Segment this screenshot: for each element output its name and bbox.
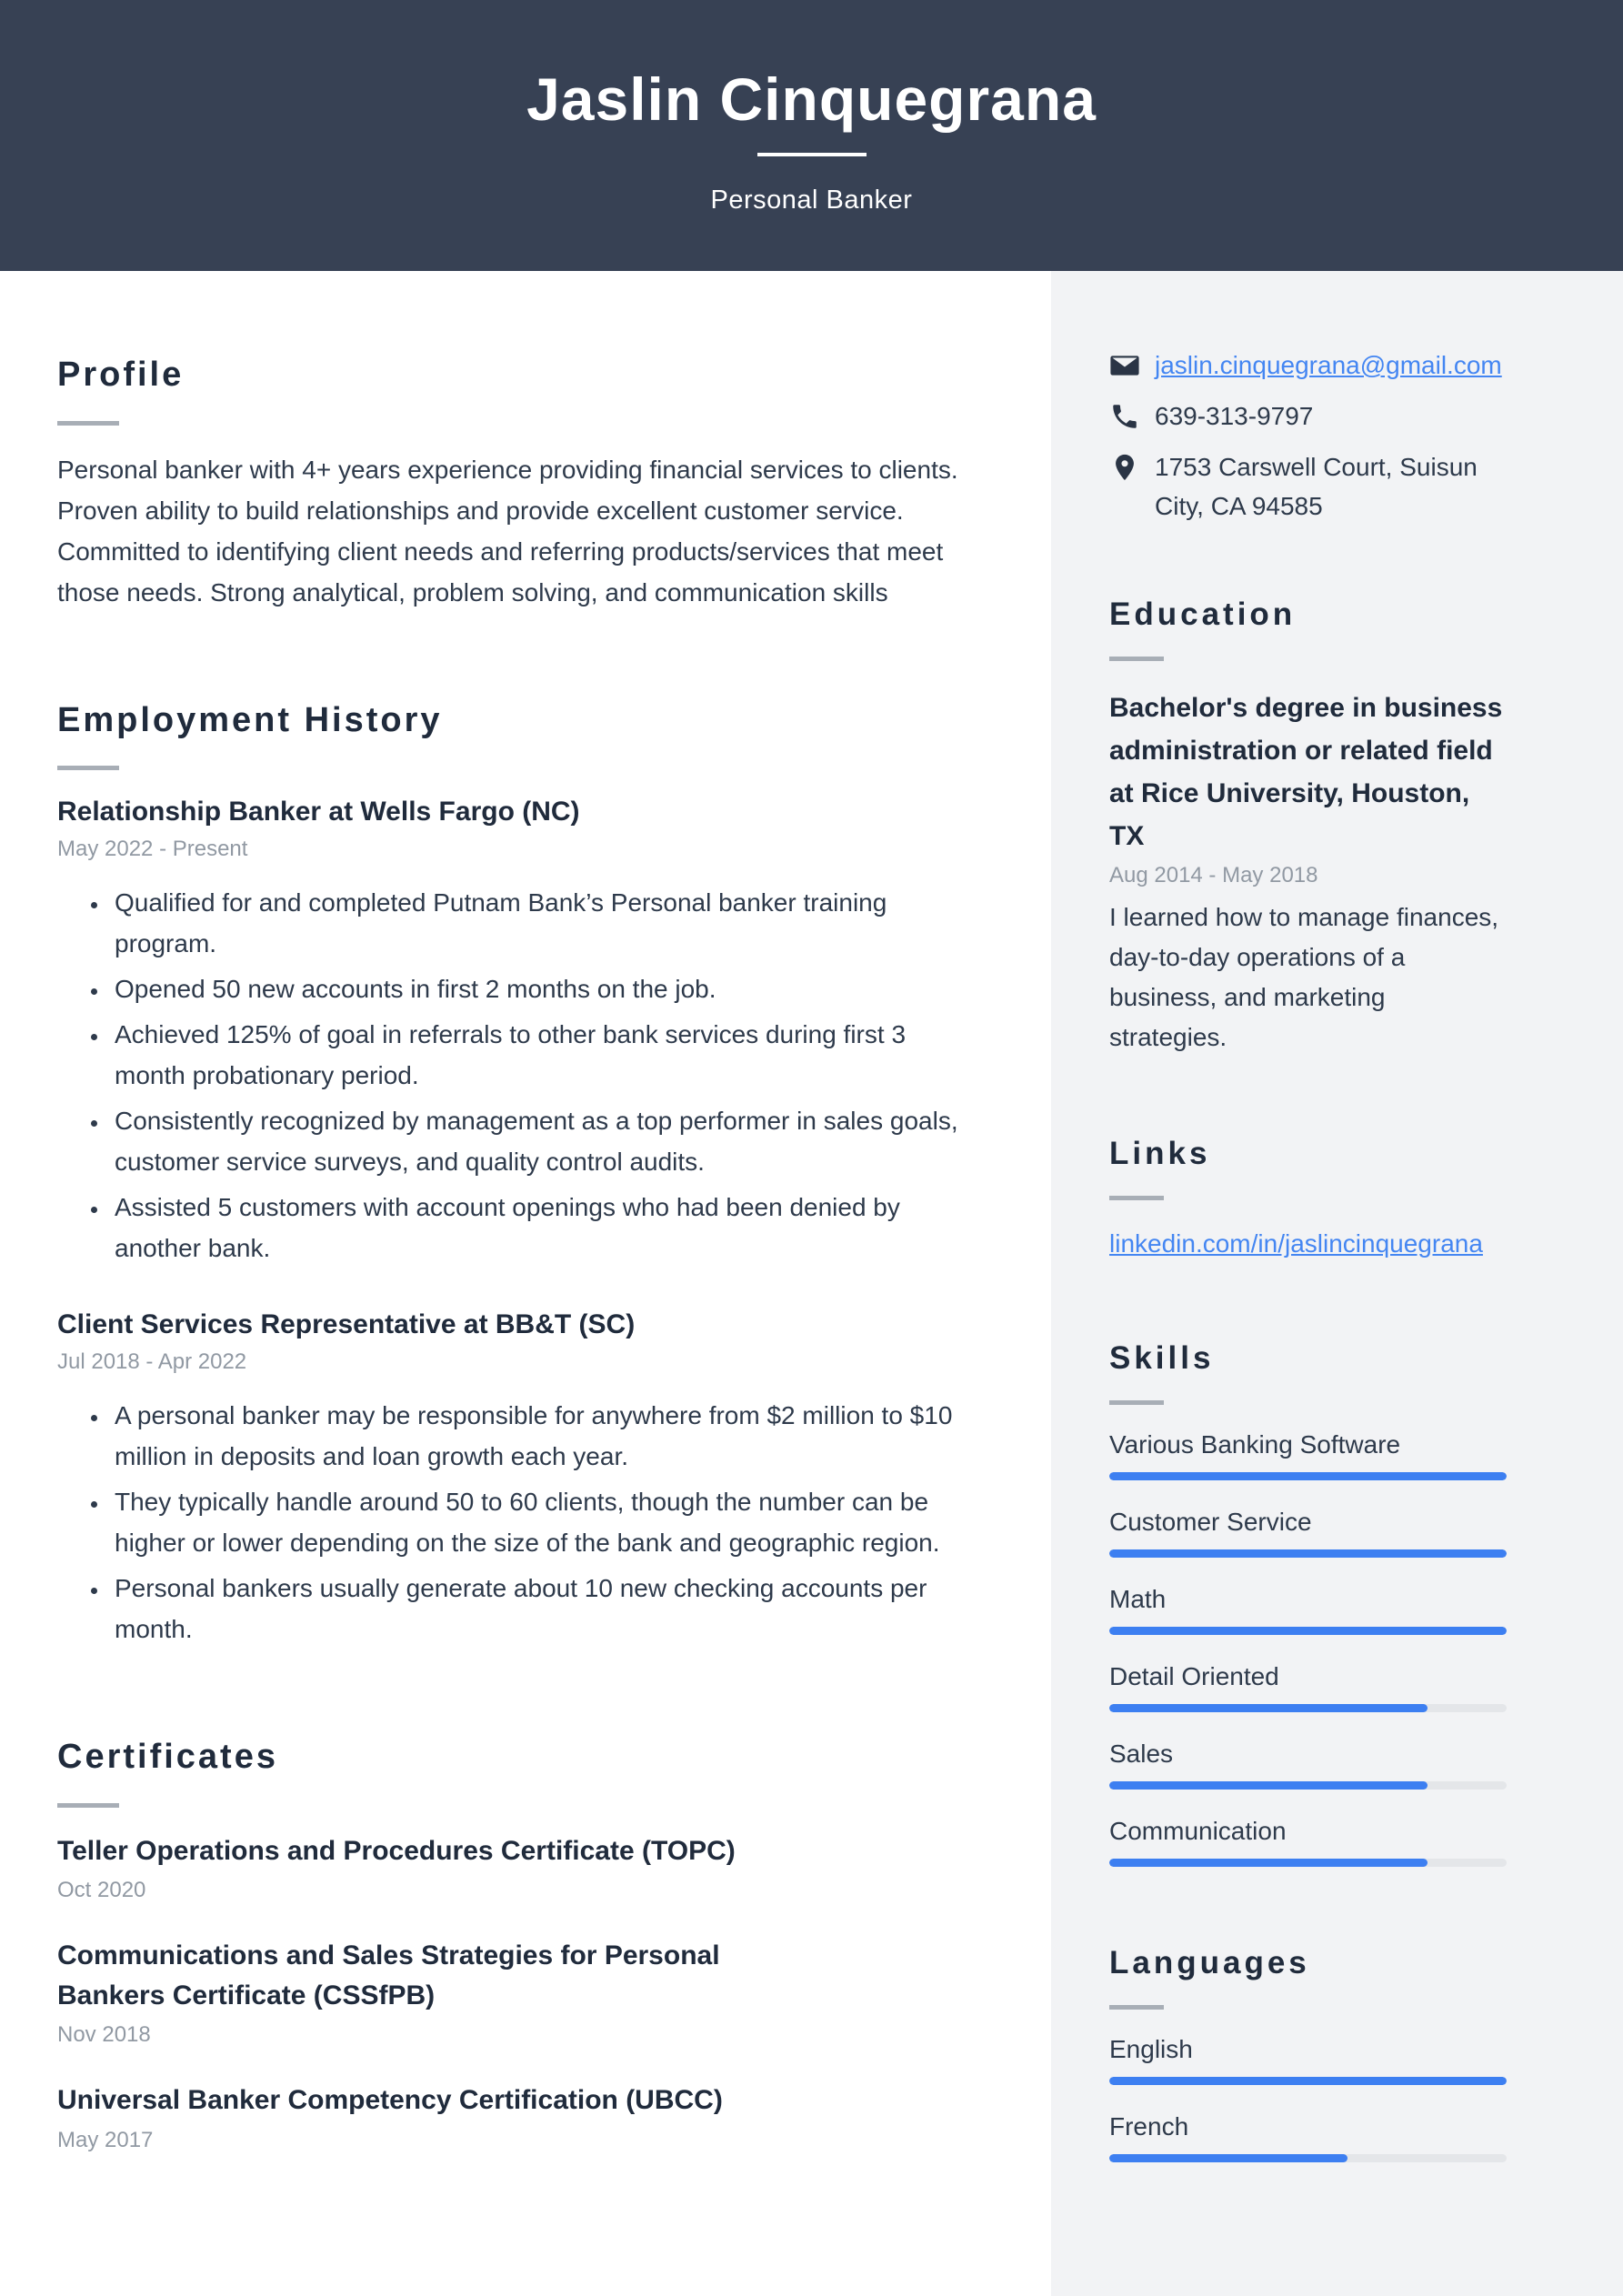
certificate-date: Nov 2018 bbox=[57, 2022, 151, 2048]
phone-number: 639-313-9797 bbox=[1155, 402, 1314, 430]
skill-name: Customer Service bbox=[1109, 1508, 1312, 1536]
skill-bar-fill bbox=[1109, 1627, 1507, 1635]
skill-bar-fill bbox=[1109, 1704, 1428, 1712]
skill-name: Sales bbox=[1109, 1740, 1174, 1768]
language-item bbox=[1109, 2035, 1507, 2085]
bullet-item: • Assisted 5 customers with account openings who had been denied by another bank. bbox=[109, 1187, 976, 1268]
skill-bar-fill bbox=[1109, 1859, 1428, 1867]
links-section bbox=[1109, 1136, 1507, 1262]
job-entry bbox=[57, 1307, 1000, 1649]
bullet-item: • Personal bankers usually generate about 10 new checking accounts per month. bbox=[109, 1568, 976, 1649]
profile-heading: Profile bbox=[57, 356, 185, 394]
bullet-item: • Consistently recognized by management as a top performer in sales goals, customer service surveys, and quality control audits. bbox=[109, 1100, 976, 1182]
language-name: English bbox=[1109, 2035, 1193, 2063]
skill-bar-fill bbox=[1109, 1781, 1428, 1790]
heading-rule bbox=[1109, 1196, 1164, 1200]
job-title: Relationship Banker at Wells Fargo (NC) bbox=[57, 797, 580, 827]
heading-rule bbox=[1109, 1400, 1164, 1405]
job-dates: May 2022 - Present bbox=[57, 837, 248, 862]
employment-section bbox=[57, 700, 1000, 1650]
language-bar-track bbox=[1109, 2077, 1507, 2085]
certificates-heading: Certificates bbox=[57, 1738, 278, 1777]
language-bar-track bbox=[1109, 2154, 1507, 2162]
skills-section bbox=[1109, 1340, 1507, 1867]
address-text: 1753 Carswell Court, Suisun City, CA 94585 bbox=[1155, 453, 1478, 520]
certificate-title: Communications and Sales Strategies for Personal Bankers Certificate (CSSfPB) bbox=[57, 1940, 720, 2010]
skill-bar-track bbox=[1109, 1549, 1507, 1558]
language-name: French bbox=[1109, 2112, 1189, 2141]
contact-address-row bbox=[1109, 447, 1507, 526]
contact-email-row bbox=[1109, 346, 1507, 385]
job-bullets bbox=[57, 1395, 976, 1649]
certificate-entry bbox=[57, 1936, 1000, 2048]
sidebar bbox=[1051, 271, 1623, 2296]
certificate-title: Teller Operations and Procedures Certificate (TOPC) bbox=[57, 1835, 736, 1866]
skill-bar-track bbox=[1109, 1704, 1507, 1712]
skill-item bbox=[1109, 1430, 1507, 1480]
skill-item bbox=[1109, 1662, 1507, 1712]
language-bar-fill bbox=[1109, 2077, 1507, 2085]
profile-section bbox=[57, 355, 1000, 613]
bullet-item: • A personal banker may be responsible for anywhere from $2 million to $10 million in deposits and loan growth each year. bbox=[109, 1395, 976, 1477]
phone-icon bbox=[1109, 401, 1140, 432]
skill-item bbox=[1109, 1508, 1507, 1558]
skill-item bbox=[1109, 1585, 1507, 1635]
skill-item bbox=[1109, 1740, 1507, 1790]
skill-name: Math bbox=[1109, 1585, 1167, 1613]
profile-text: Personal banker with 4+ years experience providing financial services to clients. Proven ability to build relationships and provide excellent customer service. Committed to identifying client needs and referring products/services that meet those needs. Strong analytical, problem solving, and communication skills bbox=[57, 455, 958, 607]
degree-title: Bachelor's degree in business administration or related field at Rice University, Houston, TX bbox=[1109, 693, 1503, 851]
skill-name: Detail Oriented bbox=[1109, 1662, 1279, 1690]
main-column bbox=[0, 271, 1051, 2296]
employment-heading: Employment History bbox=[57, 700, 443, 739]
skill-bar-track bbox=[1109, 1627, 1507, 1635]
job-dates: Jul 2018 - Apr 2022 bbox=[57, 1349, 247, 1375]
bullet-item: • Qualified for and completed Putnam Bank’s Personal banker training program. bbox=[109, 882, 976, 964]
header bbox=[0, 0, 1623, 271]
skill-name: Communication bbox=[1109, 1817, 1287, 1845]
bullet-item: • They typically handle around 50 to 60 clients, though the number can be higher or lower depending on the size of the bank and geographic region. bbox=[109, 1481, 976, 1563]
person-name: Jaslin Cinquegrana bbox=[526, 65, 1097, 133]
languages-section bbox=[1109, 1945, 1507, 2162]
education-section bbox=[1109, 597, 1507, 1058]
skill-bar-track bbox=[1109, 1781, 1507, 1790]
name-underline bbox=[757, 153, 867, 156]
languages-heading: Languages bbox=[1109, 1945, 1310, 1980]
skills-heading: Skills bbox=[1109, 1340, 1215, 1376]
location-icon bbox=[1109, 452, 1140, 483]
skill-bar-fill bbox=[1109, 1549, 1507, 1558]
job-entry bbox=[57, 794, 1000, 1268]
email-icon bbox=[1109, 350, 1140, 381]
bullet-item: • Achieved 125% of goal in referrals to other bank services during first 3 month probationary period. bbox=[109, 1014, 976, 1096]
skill-item bbox=[1109, 1817, 1507, 1867]
heading-rule bbox=[1109, 657, 1164, 661]
skill-bar-fill bbox=[1109, 1472, 1507, 1480]
language-item bbox=[1109, 2112, 1507, 2162]
certificate-date: Oct 2020 bbox=[57, 1878, 146, 1903]
heading-rule bbox=[57, 421, 119, 426]
bullet-item: • Opened 50 new accounts in first 2 months on the job. bbox=[109, 968, 976, 1009]
linkedin-link[interactable]: linkedin.com/in/jaslincinquegrana bbox=[1109, 1229, 1483, 1258]
certificate-entry bbox=[57, 1831, 1000, 1904]
certificates-section bbox=[57, 1737, 1000, 2153]
certificate-entry bbox=[57, 2080, 1000, 2153]
certificate-date: May 2017 bbox=[57, 2127, 154, 2152]
contact-phone-row bbox=[1109, 396, 1507, 436]
certificate-title: Universal Banker Competency Certification (UBCC) bbox=[57, 2085, 723, 2116]
contact-block bbox=[1109, 346, 1507, 526]
job-bullets bbox=[57, 882, 976, 1268]
skill-bar-track bbox=[1109, 1859, 1507, 1867]
heading-rule bbox=[1109, 2005, 1164, 2010]
education-heading: Education bbox=[1109, 597, 1297, 632]
person-job-title: Personal Banker bbox=[710, 185, 913, 215]
email-link[interactable]: jaslin.cinquegrana@gmail.com bbox=[1155, 351, 1502, 379]
heading-rule bbox=[57, 1803, 119, 1808]
education-dates: Aug 2014 - May 2018 bbox=[1109, 863, 1318, 887]
heading-rule bbox=[57, 766, 119, 770]
job-title: Client Services Representative at BB&T (SC) bbox=[57, 1309, 636, 1340]
education-description: I learned how to manage finances, day-to-day operations of a business, and marketing strategies. bbox=[1109, 903, 1499, 1051]
skill-name: Various Banking Software bbox=[1109, 1430, 1401, 1459]
links-heading: Links bbox=[1109, 1136, 1211, 1171]
skill-bar-track bbox=[1109, 1472, 1507, 1480]
language-bar-fill bbox=[1109, 2154, 1347, 2162]
